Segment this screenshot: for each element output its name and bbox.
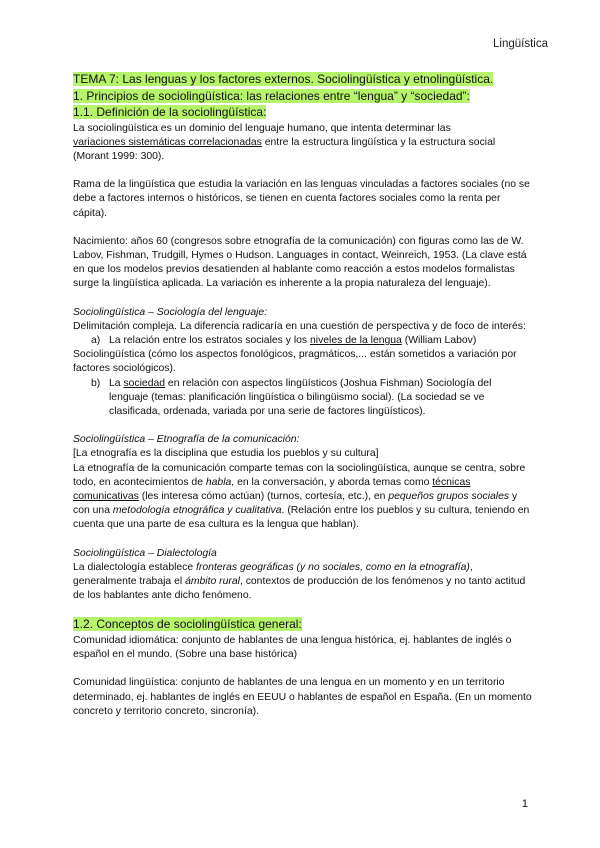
list-item-b: b) La sociedad en relación con aspectos lingüísticos (Joshua Fishman) Sociología del lenguaje (temas: planificación lingüística o bilingüismo social). (La sociedad se ve clasificada, ordenada, variada por una serie de factores lingüísticos). — [91, 377, 492, 417]
subsection-etnografia-title: Sociolingüística – Etnografía de la comunicación: — [73, 434, 300, 446]
subsection-sociologia-title: Sociolingüística – Sociología del lenguaje: — [73, 306, 268, 318]
definicion-heading: 1.1. Definición de la sociolingüística: — [73, 105, 267, 119]
subsection-dialectologia-title: Sociolingüística – Dialectología — [73, 547, 217, 559]
paragraph-nacimiento: Nacimiento: años 60 (congresos sobre etnografía de la comunicación) con figuras como las de W. Labov, Fishman, Trudgill, Hymes o Hudson. Languages in contact, Weinreich, 1953. (La clave está en que los modelos previos desatienden al hablante como reacción a estos modelos formalistas surge la lingüística aplicada. La variación es inherente a la propia naturaleza del lenguaje). — [73, 235, 527, 290]
sociologia-intro: Delimitación compleja. La diferencia radicaría en una cuestión de perspectiva y de foco de interés: — [73, 320, 526, 332]
dialectologia-paragraph: La dialectología establece fronteras geográficas (y no sociales, como en la etnografía), generalmente trabaja el ámbito rural, contextos de producción de los fenómenos y no tanto actitud de los hablantes ante dicho fenómeno. — [73, 561, 526, 602]
principios-heading: 1. Principios de sociolingüística: las relaciones entre “lengua” y “sociedad”: — [73, 88, 470, 103]
paragraph-comunidad-linguistica: Comunidad lingüística: conjunto de hablantes de una lengua en un momento y en un territorio determinado, ej. hablantes de inglés en EEUU o hablantes de español en España. (En un momento concreto y territorio concreto, sincronía). — [73, 677, 532, 717]
paragraph-definition: La sociolingüística es un dominio del lenguaje humano, que intenta determinar las variaciones sistemáticas correlacionadas entre la estructura lingüística y la estructura social (Morant 1999: 300). — [73, 122, 496, 162]
list-item-a-continuation: Sociolingüística (cómo los aspectos fonológicos, pragmáticos,... están sometidos a variación por factores sociológicos). — [73, 349, 517, 375]
list-item-a: a) La relación entre los estratos sociales y los niveles de la lengua (William Labov) — [91, 334, 477, 346]
running-header: Lingüística — [493, 38, 548, 50]
conceptos-heading: 1.2. Conceptos de sociolingüística general: — [73, 617, 302, 632]
tema-heading: TEMA 7: Las lenguas y los factores externos. Sociolingüística y etnolingüística. — [73, 72, 494, 86]
etnografia-paragraph: La etnografía de la comunicación comparte temas con la sociolingüística, aunque se centra, sobre todo, en acontecimientos de habla, en la conversación, y aborda temas como técnicas comunicativas (les interesa cómo actúan) (turnos, cortesía, etc.), en pequeños grupos sociales y con una metodología etnográfica y cualitativa. (Relación entre los pueblos y su cultura, teniendo en cuenta que una parte de esa cultura es la lengua que hablan). — [73, 462, 530, 531]
document-body — [73, 72, 533, 719]
page-number: 1 — [521, 798, 528, 810]
paragraph-comunidad-idiomatica: Comunidad idiomática: conjunto de hablantes de una lengua histórica, ej. hablantes de inglés o español en el mundo. (Sobre una base histórica) — [73, 634, 512, 661]
paragraph-rama: Rama de la lingüística que estudia la variación en las lenguas vinculadas a factores sociales (no se debe a factores internos o históricos, se tienen en cuenta factores sociales como la renta per cápita). — [73, 179, 530, 219]
etnografia-bracket: [La etnografía es la disciplina que estudia los pueblos y su cultura] — [73, 448, 379, 460]
underlined-term: variaciones sistemáticas correlacionadas — [73, 136, 262, 148]
